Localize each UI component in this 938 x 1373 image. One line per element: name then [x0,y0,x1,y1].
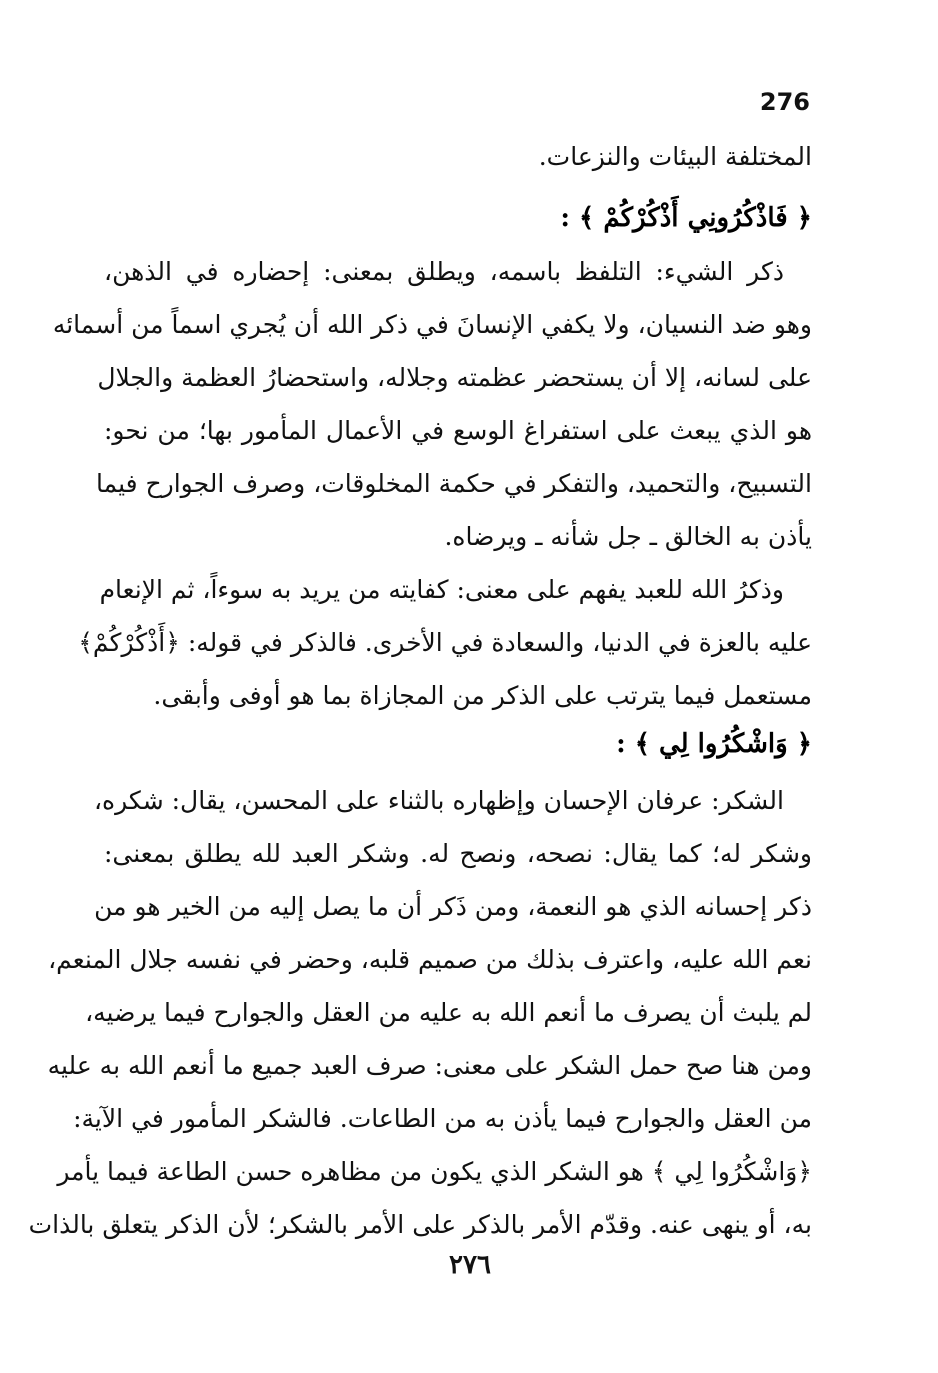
page-number-top: 276 [759,88,810,116]
paragraph-line: وشكر له؛ كما يقال: نصحه، ونصح له. وشكر العبد لله يطلق بمعنى: [104,839,812,868]
paragraph-line: وهو ضد النسيان، ولا يكفي الإنسانَ في ذكر الله أن يُجري اسماً من أسمائه [52,310,812,339]
paragraph-line: يأذن به الخالق ـ جل شأنه ـ ويرضاه. [444,522,812,551]
verse-heading-gratitude [616,718,812,771]
paragraph-line: وذكرُ الله للعبد يفهم على معنى: كفايته من يريد به سوءاً، ثم الإنعام [99,575,784,604]
verse-text: ﴿ وَاشْكُرُوا لِي ﴾ : [616,729,812,759]
paragraph-line: ذكر إحسانه الذي هو النعمة، ومن ذَكر أن ما يصل إليه من الخير هو من [94,892,812,921]
paragraph-line: التسبيح، والتحميد، والتفكر في حكمة المخلوقات، وصرف الجوارح فيما [96,469,812,498]
paragraph-line: نعم الله عليه، واعترف بذلك من صميم قلبه، وحضر في نفسه جلال المنعم، [48,945,812,974]
paragraph-line: مستعمل فيما يترتب على الذكر من المجازاة بما هو أوفى وأبقى. [153,681,812,710]
paragraph-line: عليه بالعزة في الدنيا، والسعادة في الأخرى. فالذكر في قوله: ﴿أَذْكُرْكُمْ﴾ [78,628,812,657]
paragraph-line: على لسانه، إلا أن يستحضر عظمته وجلاله، واستحضارُ العظمة والجلال [97,363,812,392]
paragraph-line: ﴿وَاشْكُرُوا لِي ﴾ هو الشكر الذي يكون من مظاهره حسن الطاعة فيما يأمر [57,1157,812,1186]
intro-line: المختلفة البيئات والنزعات. [538,142,812,171]
paragraph-dhikr [52,245,812,563]
verse-text: ﴿ فَاذْكُرُونِي أَذْكُرْكُمْ ﴾ : [560,203,812,233]
paragraph-allah-remembers [78,563,812,722]
verse-heading-remember [560,192,812,245]
paragraph-line: لم يلبث أن يصرف ما أنعم الله به عليه من العقل والجوارح فيما يرضيه، [85,998,812,1027]
intro-text [104,130,812,183]
paragraph-line: من العقل والجوارح فيما يأذن به من الطاعات. فالشكر المأمور في الآية: [73,1104,812,1133]
paragraph-line: ومن هنا صح حمل الشكر على معنى: صرف العبد جميع ما أنعم الله به عليه [47,1051,812,1080]
paragraph-line: ذكر الشيء: التلفظ باسمه، ويطلق بمعنى: إحضاره في الذهن، [104,257,784,286]
paragraph-line: به، أو ينهى عنه. وقدّم الأمر بالذكر على الأمر بالشكر؛ لأن الذكر يتعلق بالذات [28,1210,812,1239]
page-number-bottom: ٢٧٦ [449,1250,491,1280]
paragraph-line: الشكر: عرفان الإحسان وإظهاره بالثناء على المحسن، يقال: شكره، [93,786,784,815]
paragraph-shukr [28,774,812,1251]
paragraph-line: هو الذي يبعث على استفراغ الوسع في الأعمال المأمور بها؛ من نحو: [104,416,812,445]
